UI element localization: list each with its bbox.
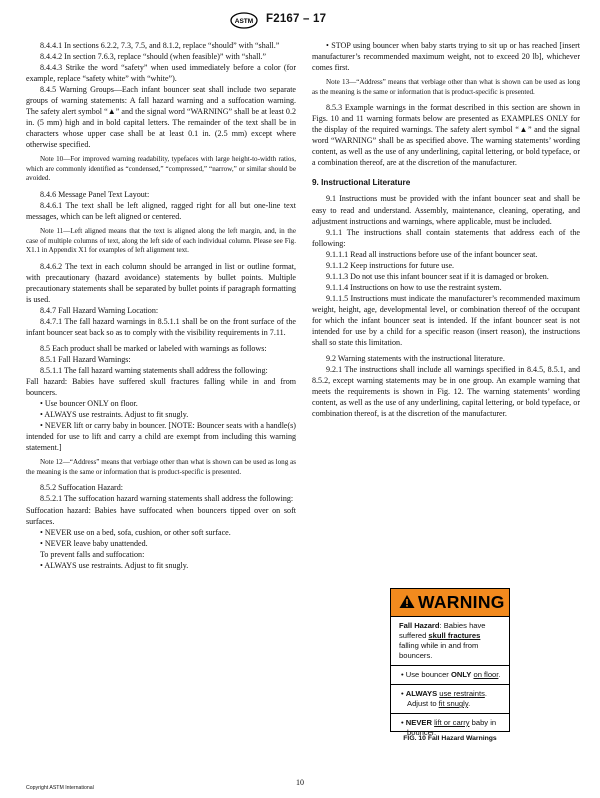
bullet-item: • ALWAYS use restraints. Adjust to fit snugly. xyxy=(40,410,189,420)
body-paragraph: 9.1 Instructions must be provided with the infant bouncer seat and shall be easy to read and understand. Assembly, maintenance, cleaning, operating, and adjustment instructions and warnings, where applicable, must be included. xyxy=(312,194,580,226)
body-paragraph: 9.1.1.3 Do not use this infant bouncer seat if it is damaged or broken. xyxy=(326,271,549,281)
bullet-item: • NEVER leave baby unattended. xyxy=(40,538,148,548)
body-paragraph: 8.4.7 Fall Hazard Warning Location: xyxy=(40,305,159,315)
bullet-item: • NEVER use on a bed, sofa, cushion, or other soft surface. xyxy=(40,527,231,537)
note-paragraph: Note 11—Left aligned means that the text is aligned along the left margin, and, in the case of multiple columns of text, along the left side of each individual column. Please see Fig. X1.1 in Appendix X1 for examples of left alignment text. xyxy=(26,227,296,255)
safety-alert-triangle-icon xyxy=(399,594,415,609)
warning-hazard-statement: Fall Hazard: Babies have suffered skull fractures falling while in and from bouncers. xyxy=(391,617,509,666)
bullet-item: • ALWAYS use restraints. Adjust to fit snugly. xyxy=(40,560,189,570)
note-paragraph: Note 10—For improved warning readability, typefaces with large height-to-width ratios, which are commonly identified as “condensed,” “compressed,” “narrow,” or similar should be avoided. xyxy=(26,155,296,183)
body-paragraph: 8.4.6 Message Panel Text Layout: xyxy=(40,189,150,199)
section-heading: 9. Instructional Literature xyxy=(312,178,411,188)
body-paragraph: 8.4.5 Warning Groups—Each infant bouncer seat shall include two separate groups of warning statements: A fall hazard warning and a suffocation warning. The safety alert symbol “▲” and the signal word “WARNING” shall be at least 0.2 in. (5 mm) high and in bold capital letters. The remainder of the text shall be in characters whose upper case shall be at least 0.1 in. (2.5 mm) except where otherwise specified. xyxy=(26,85,296,150)
astm-logo-icon xyxy=(230,12,258,29)
warning-banner xyxy=(391,589,509,617)
fall-hazard-warning-label xyxy=(390,588,510,737)
bullet-item: To prevent falls and suffocation: xyxy=(40,549,145,559)
body-paragraph: 9.1.1.2 Keep instructions for future use. xyxy=(326,260,455,270)
body-paragraph: 9.1.1.4 Instructions on how to use the restraint system. xyxy=(326,282,502,292)
body-paragraph: 9.2 Warning statements with the instructional literature. xyxy=(326,354,505,364)
body-paragraph: 8.4.7.1 The fall hazard warnings in 8.5.1.1 shall be on the front surface of the infant bouncer seat back so as to comply with the visibility requirements in 7.11. xyxy=(26,316,296,337)
body-paragraph: 8.4.6.2 The text in each column should be arranged in list or outline format, with precautionary (hazard avoidance) statements by bullet points. Multiple precautionary statements shall be separated by bullet points if paragraph formatting is used. xyxy=(26,261,296,304)
body-paragraph: 8.5.1 Fall Hazard Warnings: xyxy=(40,354,131,364)
note-paragraph: Note 12—“Address” means that verbiage other than what is shown can be used as long as the meaning is the same or information that is product-specific is presented. xyxy=(26,458,296,476)
body-paragraph: 9.1.1 The instructions shall contain statements that address each of the following: xyxy=(312,227,580,248)
page-number: 10 xyxy=(296,778,304,787)
right-text-column xyxy=(312,40,580,419)
body-paragraph: 9.2.1 The instructions shall include all warnings specified in 8.4.5, 8.5.1, and 8.5.2, except warning statements may be in one group. An example warning that meets the requirements is shown in Fig. 12. The warning statements’ wording content, as well as the use of any underlining, capital lettering, or bold typeface, or combination thereof, is at the discretion of the manufacturer. xyxy=(312,365,580,419)
note-paragraph: Note 13—“Address” means that verbiage other than what is shown can be used as long as the meaning is the same or information that is product-specific is presented. xyxy=(312,78,580,96)
body-paragraph: 8.4.4.3 Strike the word “safety” when used immediately before a color (for example, replace “safety white” with “white”). xyxy=(26,63,296,84)
hazard-statement: Fall hazard: Babies have suffered skull fractures falling while in and from bouncers. xyxy=(26,377,296,398)
body-paragraph: 9.1.1.5 Instructions must indicate the manufacturer’s recommended maximum weight, height, age, developmental level, or combination thereof of the occupant for which the infant bouncer seat is intended. If the infant bouncer seat is not intended for use by a child for a specific reason (insert reason), the instructions shall so state this limitation. xyxy=(312,293,580,348)
bullet-item: • Use bouncer ONLY on floor. xyxy=(40,399,138,409)
body-paragraph: 8.4.6.1 The text shall be left aligned, ragged right for all but one-line text messages, which can be left aligned or centered. xyxy=(26,201,296,222)
left-text-column xyxy=(26,40,296,571)
body-paragraph: 8.5.3 Example warnings in the format described in this section are shown in Figs. 10 and 11 warning formats below are presented as EXAMPLES ONLY for the display of the required warnings. The safety alert symbol “▲” and the signal word “WARNING” shall be as specified above. The warning statements’ wording content, as well as the use of any underlining, capital lettering, or bold typeface, or a combination thereof, are at the discretion of the manufacturer. xyxy=(312,103,580,168)
body-paragraph: 8.4.4.2 In section 7.6.3, replace “should (when feasible)” with “shall.” xyxy=(40,52,267,62)
body-paragraph: 8.5.2.1 The suffocation hazard warning statements shall address the following: xyxy=(40,494,294,504)
svg-text:ASTM: ASTM xyxy=(234,18,254,25)
body-paragraph: 8.5 Each product shall be marked or labeled with warnings as follows: xyxy=(40,343,267,353)
warning-item-restraints: • ALWAYS use restraints. Adjust to fit snugly. xyxy=(391,685,509,714)
body-paragraph: 8.4.4.1 In sections 6.2.2, 7.3, 7.5, and 8.1.2, replace “should” with “shall.” xyxy=(40,41,280,50)
warning-item-floor: • Use bouncer ONLY on floor. xyxy=(391,666,509,685)
document-id: F2167 – 17 xyxy=(266,13,327,25)
body-paragraph: 8.5.1.1 The fall hazard warning statements shall address the following: xyxy=(40,366,268,376)
hazard-statement: Suffocation hazard: Babies have suffocated when bouncers tipped over on soft surfaces. xyxy=(26,505,296,526)
warning-item-lift: • NEVER lift or carry baby in bouncer. xyxy=(401,718,497,737)
warning-signal-word: WARNING xyxy=(418,592,505,612)
copyright-notice: Copyright ASTM International xyxy=(26,785,94,791)
page-header xyxy=(0,10,600,32)
bullet-item: • STOP using bouncer when baby starts trying to sit up or has reached [insert manufacturer’s recommended maximum weight, not to exceed 20 lb], whichever comes first. xyxy=(312,41,580,73)
body-paragraph: 8.5.2 Suffocation Hazard: xyxy=(40,483,123,493)
bullet-item: • NEVER lift or carry baby in bouncer. [NOTE: Bouncer seats with a handle(s) intended for use to lift and carry a child are exempt from including this warning statement.] xyxy=(26,421,296,453)
body-paragraph: 9.1.1.1 Read all instructions before use of the infant bouncer seat. xyxy=(326,249,538,259)
figure-caption: FIG. 10 Fall Hazard Warnings xyxy=(403,735,497,742)
